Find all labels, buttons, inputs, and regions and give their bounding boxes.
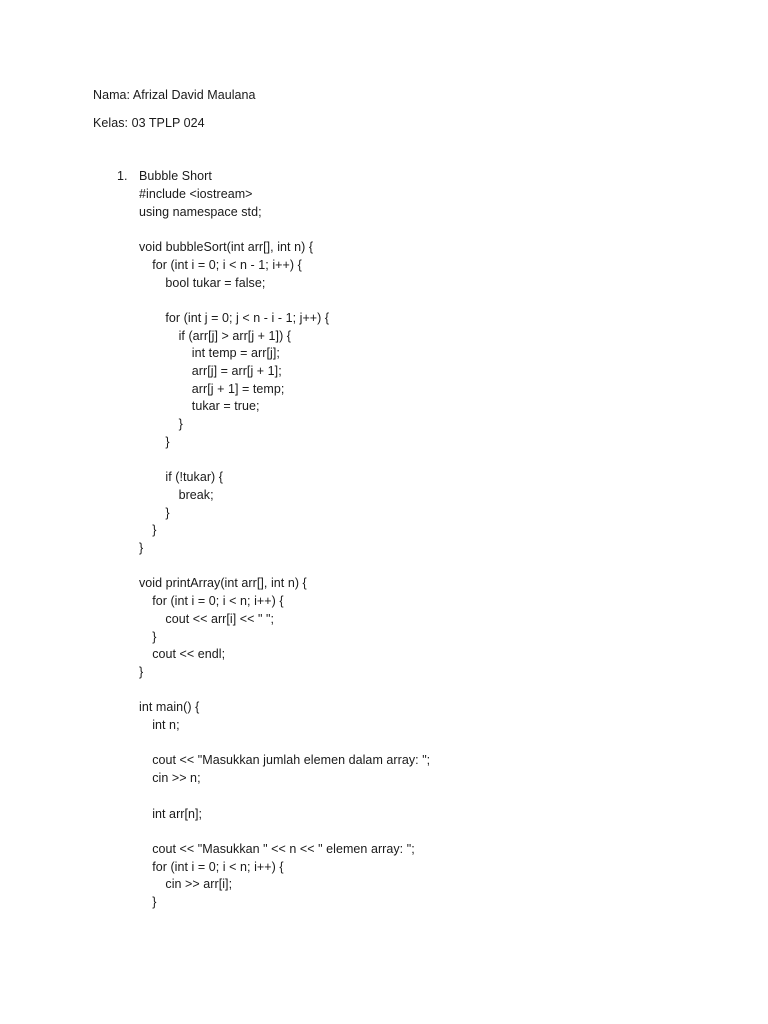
code-line: int arr[n]; xyxy=(152,806,203,821)
code-line: arr[j] = arr[j + 1]; xyxy=(191,364,282,378)
student-class: Kelas: 03 TPLP 024 xyxy=(93,116,205,130)
list-number: 1. xyxy=(117,169,128,183)
code-line: cout << arr[i] << " "; xyxy=(165,611,275,626)
code-line: cout << "Masukkan jumlah elemen dalam array: "; xyxy=(152,753,431,768)
code-line: void printArray(int arr[], int n) { xyxy=(139,576,307,591)
code-line: for (int i = 0; i < n - 1; i++) { xyxy=(152,257,302,272)
code-line: void bubbleSort(int arr[], int n) { xyxy=(139,240,314,255)
code-line: using namespace std; xyxy=(139,204,262,219)
code-line: } xyxy=(165,505,170,520)
code-line: int main() { xyxy=(139,700,200,715)
code-line: if (arr[j] > arr[j + 1]) { xyxy=(178,328,292,343)
code-line: arr[j + 1] = temp; xyxy=(191,381,285,396)
code-line: for (int i = 0; i < n; i++) { xyxy=(152,594,284,609)
student-name: Nama: Afrizal David Maulana xyxy=(93,88,256,102)
code-line: } xyxy=(178,417,183,432)
code-line: for (int j = 0; j < n - i - 1; j++) { xyxy=(165,310,330,325)
code-line: for (int i = 0; i < n; i++) { xyxy=(152,859,284,874)
code-line: } xyxy=(152,895,157,909)
section-title: Bubble Short xyxy=(139,169,212,183)
code-line: } xyxy=(165,434,170,449)
code-line: break; xyxy=(178,487,214,502)
code-line: cin >> arr[i]; xyxy=(165,877,233,892)
code-line: if (!tukar) { xyxy=(165,470,223,485)
code-line: cin >> n; xyxy=(152,771,201,786)
code-line: } xyxy=(152,523,157,538)
code-line: bool tukar = false; xyxy=(165,275,266,290)
code-line: #include <iostream> xyxy=(139,187,253,201)
code-line: cout << "Masukkan " << n << " elemen array: "; xyxy=(152,841,415,856)
code-line: } xyxy=(152,629,157,644)
code-line: int n; xyxy=(152,718,180,732)
code-line: } xyxy=(139,664,144,679)
code-line: tukar = true; xyxy=(191,399,260,414)
code-line: } xyxy=(139,541,144,555)
code-line: int temp = arr[j]; xyxy=(191,346,280,361)
code-line: cout << endl; xyxy=(152,647,226,662)
